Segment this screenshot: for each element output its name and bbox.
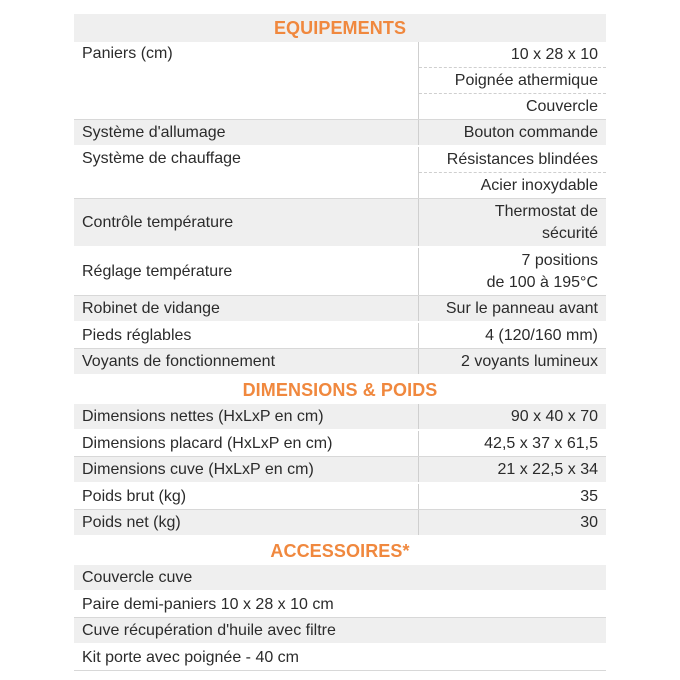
section-header-accessoires — [74, 536, 606, 565]
row-label-chauffage: Système de chauffage — [74, 146, 419, 199]
section-title: DIMENSIONS & POIDS — [74, 375, 606, 404]
value-line: de 100 à 195°C — [486, 273, 598, 291]
row-value: Sur le panneau avant — [419, 296, 607, 323]
table-row — [74, 430, 606, 457]
section-title: EQUIPEMENTS — [74, 14, 606, 42]
row-value: Résistances blindées — [419, 146, 607, 173]
table-row — [74, 322, 606, 349]
row-label: Poids net (kg) — [74, 510, 419, 537]
row-value: 35 — [419, 483, 607, 510]
row-value: 90 x 40 x 70 — [419, 404, 607, 430]
table-row — [74, 199, 606, 248]
row-value: 2 voyants lumineux — [419, 349, 607, 376]
table-row — [74, 510, 606, 537]
table-row — [74, 483, 606, 510]
spec-sheet — [74, 14, 606, 671]
row-label-allumage: Système d'allumage — [74, 120, 419, 147]
table-row — [74, 247, 606, 296]
row-label-voyants: Voyants de fonctionnement — [74, 349, 419, 376]
accessory-item: Cuve récupération d'huile avec filtre — [74, 618, 606, 645]
table-row — [74, 296, 606, 323]
table-row — [74, 120, 606, 147]
accessory-item: Kit porte avec poignée - 40 cm — [74, 644, 606, 671]
row-value: 4 (120/160 mm) — [419, 322, 607, 349]
row-label-controle: Contrôle température — [74, 199, 419, 248]
table-row — [74, 42, 606, 68]
row-label: Poids brut (kg) — [74, 483, 419, 510]
list-item — [74, 565, 606, 591]
section-title: ACCESSOIRES* — [74, 536, 606, 565]
row-value: Bouton commande — [419, 120, 607, 147]
row-value: 10 x 28 x 10 — [419, 42, 607, 68]
table-row — [74, 146, 606, 173]
section-header-dimensions — [74, 375, 606, 404]
table-row — [74, 349, 606, 376]
row-label-reglage: Réglage température — [74, 247, 419, 296]
row-value: Couvercle — [419, 94, 607, 120]
row-label: Dimensions placard (HxLxP en cm) — [74, 430, 419, 457]
row-label: Dimensions cuve (HxLxP en cm) — [74, 457, 419, 484]
list-item — [74, 591, 606, 618]
value-line: sécurité — [541, 224, 598, 242]
row-label-pieds: Pieds réglables — [74, 322, 419, 349]
row-value: Acier inoxydable — [419, 173, 607, 199]
row-value: 30 — [419, 510, 607, 537]
table-row — [74, 404, 606, 430]
list-item — [74, 618, 606, 645]
value-line: 7 positions — [521, 251, 598, 269]
row-value: 21 x 22,5 x 34 — [419, 457, 607, 484]
section-header-equipements — [74, 14, 606, 42]
accessory-item: Paire demi-paniers 10 x 28 x 10 cm — [74, 591, 606, 618]
spec-table — [74, 14, 606, 671]
value-line: Thermostat de — [494, 202, 598, 220]
accessory-item: Couvercle cuve — [74, 565, 606, 591]
list-item — [74, 644, 606, 671]
row-label: Dimensions nettes (HxLxP en cm) — [74, 404, 419, 430]
row-value: Poignée athermique — [419, 68, 607, 94]
row-label-robinet: Robinet de vidange — [74, 296, 419, 323]
row-value-multiline — [419, 199, 607, 248]
row-value-multiline — [419, 247, 607, 296]
table-row — [74, 457, 606, 484]
row-value: 42,5 x 37 x 61,5 — [419, 430, 607, 457]
row-label-paniers: Paniers (cm) — [74, 42, 419, 120]
